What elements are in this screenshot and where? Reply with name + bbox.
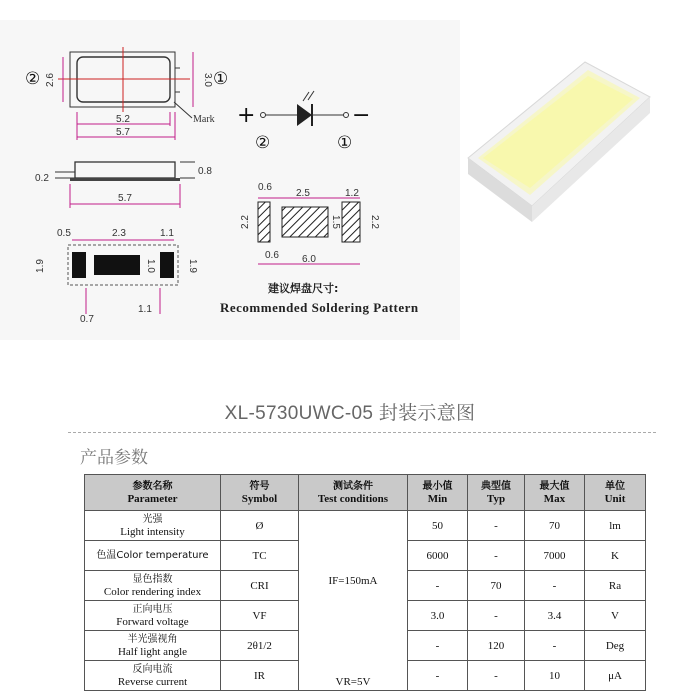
param-typ: - <box>468 661 525 691</box>
drawing-panel <box>0 20 460 340</box>
param-name: 反向电流 Reverse current <box>85 661 221 691</box>
header-min: 最小值 Min <box>408 475 468 511</box>
param-max: 3.4 <box>525 601 585 631</box>
param-max: - <box>525 631 585 661</box>
param-typ: - <box>468 601 525 631</box>
param-symbol: TC <box>221 541 299 571</box>
pattern-total: 6.0 <box>302 254 316 265</box>
mark-label: Mark <box>193 114 215 125</box>
pattern-b1: 0.6 <box>265 250 279 261</box>
dim-side-thickness-left: 0.2 <box>35 173 49 184</box>
param-unit: V <box>585 601 646 631</box>
diagram-title: XL-5730UWC-05 封装示意图 <box>224 403 476 424</box>
led-render <box>468 62 650 222</box>
dim-top-width-inner: 5.2 <box>116 114 130 125</box>
param-min: 50 <box>408 511 468 541</box>
param-min: 6000 <box>408 541 468 571</box>
param-unit: K <box>585 541 646 571</box>
param-symbol: VF <box>221 601 299 631</box>
dim-bottom-left-bottom: 0.7 <box>80 314 94 325</box>
pattern-d2: 2.5 <box>296 188 310 199</box>
dim-top-height-right: 3.0 <box>202 73 213 87</box>
pattern-caption-en: Recommended Soldering Pattern <box>220 300 419 315</box>
header-parameter: 参数名称 Parameter <box>85 475 221 511</box>
param-typ: 120 <box>468 631 525 661</box>
param-max: 7000 <box>525 541 585 571</box>
param-typ: - <box>468 511 525 541</box>
param-min: - <box>408 571 468 601</box>
pattern-caption-cn: 建议焊盘尺寸: <box>268 282 339 295</box>
param-min: - <box>408 661 468 691</box>
pattern-h-mid: 1.5 <box>330 215 341 229</box>
param-name: 显色指数 Color rendering index <box>85 571 221 601</box>
diode-pin-cathode: ① <box>337 133 353 153</box>
param-max: 70 <box>525 511 585 541</box>
diode-pin-anode: ② <box>255 133 271 153</box>
pattern-h-right: 2.2 <box>369 215 380 229</box>
header-typ: 典型值 Typ <box>468 475 525 511</box>
dim-bottom-h-right: 1.9 <box>187 259 198 273</box>
param-symbol: Ø <box>221 511 299 541</box>
param-symbol: CRI <box>221 571 299 601</box>
dim-bottom-h-center: 1.0 <box>145 259 156 273</box>
dim-bottom-h-left: 1.9 <box>35 259 46 273</box>
table-header-row <box>85 475 646 511</box>
dim-side-thickness-right: 0.8 <box>198 166 212 177</box>
header-unit: 单位 Unit <box>585 475 646 511</box>
param-min: - <box>408 631 468 661</box>
param-unit: μA <box>585 661 646 691</box>
condition-reverse: VR=5V <box>335 676 371 688</box>
param-name: 光强 Light intensity <box>85 511 221 541</box>
condition-main: IF=150mA <box>328 575 378 587</box>
pin-label-right: ① <box>213 69 229 89</box>
dashed-divider <box>68 432 656 433</box>
dim-top-height-left: 2.6 <box>45 73 56 87</box>
param-min: 3.0 <box>408 601 468 631</box>
param-typ: 70 <box>468 571 525 601</box>
pattern-h-left: 2.2 <box>240 215 251 229</box>
section-title: 产品参数 <box>80 448 148 468</box>
param-unit: Ra <box>585 571 646 601</box>
param-typ: - <box>468 541 525 571</box>
pattern-d3: 1.2 <box>345 188 359 199</box>
header-test-conditions: 测试条件 Test conditions <box>299 475 408 511</box>
dim-bottom-right-bottom: 1.1 <box>138 304 152 315</box>
param-symbol: 2θ1/2 <box>221 631 299 661</box>
dim-bottom-pad-right: 1.1 <box>160 228 174 239</box>
param-max: 10 <box>525 661 585 691</box>
header-max: 最大值 Max <box>525 475 585 511</box>
pattern-d1: 0.6 <box>258 182 272 193</box>
param-name: 半光强视角 Half light angle <box>85 631 221 661</box>
dim-bottom-pad-left: 0.5 <box>57 228 71 239</box>
diode-minus: − <box>352 103 371 128</box>
param-unit: Deg <box>585 631 646 661</box>
diode-plus: + <box>237 103 256 128</box>
param-name: 正向电压 Forward voltage <box>85 601 221 631</box>
param-max: - <box>525 571 585 601</box>
test-conditions-cell <box>299 511 408 691</box>
param-symbol: IR <box>221 661 299 691</box>
parameter-table <box>84 474 646 691</box>
dim-side-length: 5.7 <box>118 193 132 204</box>
param-unit: lm <box>585 511 646 541</box>
dim-top-width-outer: 5.7 <box>116 127 130 138</box>
dim-bottom-center: 2.3 <box>112 228 126 239</box>
table-row <box>85 511 646 541</box>
param-name: 色温Color temperature <box>85 541 221 571</box>
header-symbol: 符号 Symbol <box>221 475 299 511</box>
pin-label-left: ② <box>25 69 41 89</box>
